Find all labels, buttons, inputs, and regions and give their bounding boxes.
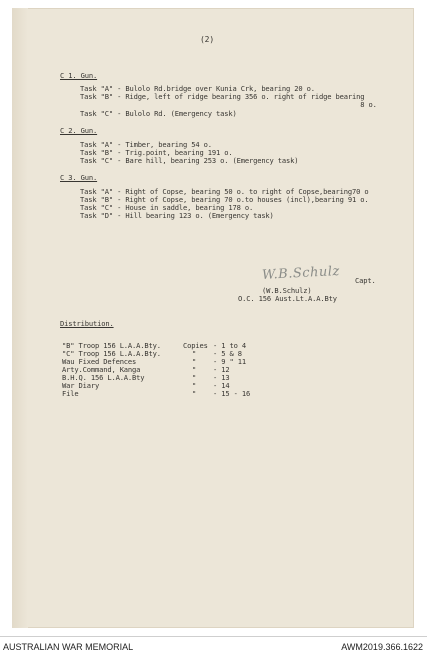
distribution-copies: - 1 to 4: [213, 341, 246, 350]
distribution-recipient: "C" Troop 156 L.A.A.Bty.: [62, 349, 161, 358]
task-line: Task "B" - Ridge, left of ridge bearing 356 o. right of ridge bearing: [80, 92, 365, 101]
signature-rank: Capt.: [355, 276, 376, 285]
distribution-copies: - 5 & 8: [213, 349, 242, 358]
signature-title: O.C. 156 Aust.Lt.A.A.Bty: [238, 294, 337, 303]
task-line: Task "B" - Trig.point, bearing 191 o.: [80, 148, 233, 157]
distribution-mark: Copies: [183, 341, 208, 350]
section-heading-c1-gun: C 1. Gun.: [60, 71, 98, 80]
section-heading-c3-gun: C 3. Gun.: [60, 173, 98, 182]
task-line-continuation: 8 o.: [80, 100, 377, 109]
section-heading-c2-gun: C 2. Gun.: [60, 126, 98, 135]
task-line: Task "C" - House in saddle, bearing 178 o.: [80, 203, 254, 212]
distribution-copies: - 15 - 16: [213, 389, 251, 398]
task-line: Task "C" - Bare hill, bearing 253 o. (Emergency task): [80, 156, 299, 165]
distribution-recipient: File: [62, 389, 79, 398]
distribution-recipient: B.H.Q. 156 L.A.A.Bty: [62, 373, 145, 382]
archive-footer: [0, 636, 427, 654]
task-line: Task "A" - Bulolo Rd.bridge over Kunia Crk, bearing 20 o.: [80, 84, 315, 93]
distribution-recipient: Wau Fixed Defences: [62, 357, 137, 366]
distribution-mark: ": [192, 389, 197, 398]
distribution-mark: ": [192, 381, 197, 390]
distribution-copies: - 12: [213, 365, 230, 374]
task-line: Task "A" - Timber, bearing 54 o.: [80, 140, 212, 149]
distribution-mark: ": [192, 357, 197, 366]
distribution-recipient: "B" Troop 156 L.A.A.Bty.: [62, 341, 161, 350]
task-line: Task "D" - Hill bearing 123 o. (Emergency task): [80, 211, 274, 220]
institution-name: AUSTRALIAN WAR MEMORIAL: [3, 642, 134, 652]
task-line: Task "A" - Right of Copse, bearing 50 o. to right of Copse,bearing70 o: [80, 187, 369, 196]
signature-name: (W.B.Schulz): [262, 286, 312, 295]
distribution-copies: - 9 " 11: [213, 357, 246, 366]
distribution-copies: - 13: [213, 373, 230, 382]
task-line: Task "C" - Bulolo Rd. (Emergency task): [80, 109, 237, 118]
archive-reference: AWM2019.366.1622: [341, 642, 423, 652]
distribution-mark: ": [192, 365, 197, 374]
distribution-copies: - 14: [213, 381, 230, 390]
task-line: Task "B" - Right of Copse, bearing 70 o.to houses (incl),bearing 91 o.: [80, 195, 369, 204]
distribution-mark: ": [192, 349, 197, 358]
distribution-mark: ": [192, 373, 197, 382]
distribution-recipient: Arty.Command, Kanga: [62, 365, 141, 374]
distribution-heading: Distribution.: [60, 319, 114, 328]
page-number: (2): [200, 35, 214, 44]
distribution-recipient: War Diary: [62, 381, 100, 390]
handwritten-signature: W.B.Schulz: [261, 263, 341, 284]
paper-fold-shadow: [12, 8, 28, 628]
